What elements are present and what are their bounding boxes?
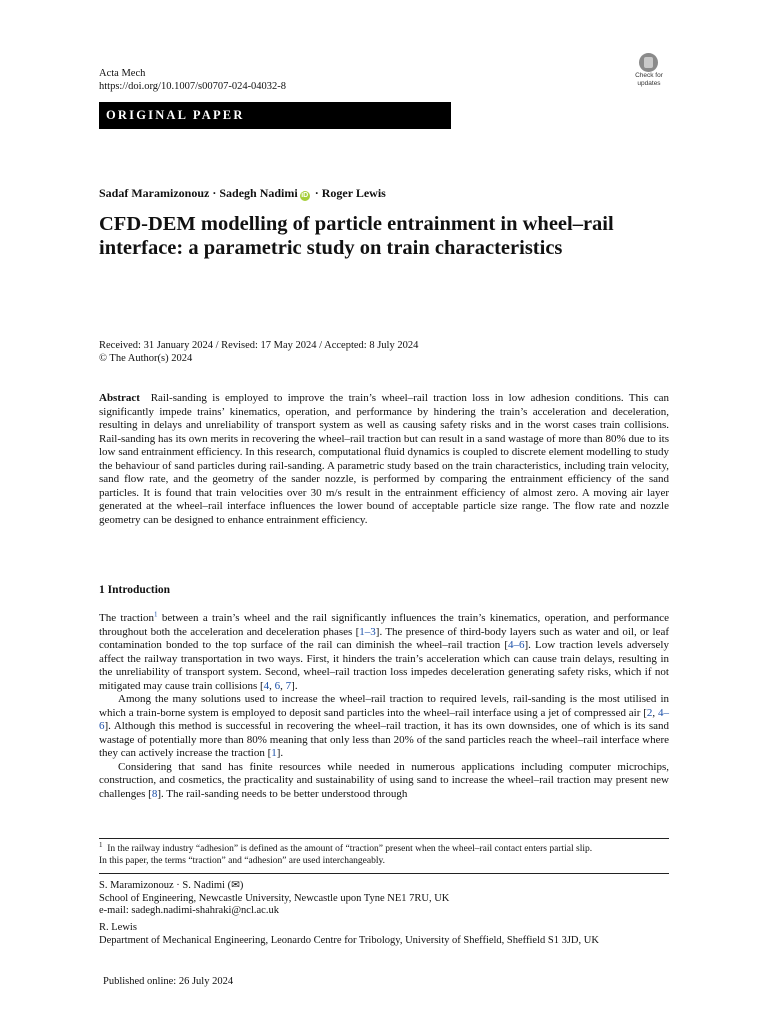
title-line-2: interface: a parametric study on train characteristics bbox=[99, 237, 563, 259]
citation-link[interactable]: 2 bbox=[646, 706, 653, 719]
affiliation-1 bbox=[99, 880, 669, 918]
citation-link[interactable]: 6 bbox=[274, 679, 281, 692]
author-separator: · bbox=[314, 186, 319, 200]
text: The traction bbox=[99, 612, 155, 624]
author-3: Roger Lewis bbox=[321, 186, 386, 200]
text: , bbox=[280, 679, 286, 692]
affiliation-names: S. Maramizonouz · S. Nadimi (✉) bbox=[99, 880, 244, 891]
text: Considering that sand has finite resources while needed in numerous applications including computer microchips, construction, and cosmetics, the practicality and sustainability of using sand to increase the wheel–rail traction may present new challenges [ bbox=[99, 760, 669, 800]
citation-link[interactable]: 4–6 bbox=[508, 639, 525, 651]
copyright: © The Author(s) 2024 bbox=[99, 353, 193, 364]
doi-link[interactable]: https://doi.org/10.1007/s00707-024-04032-8 bbox=[99, 81, 287, 92]
footnote-number: 1 bbox=[99, 840, 103, 849]
published-date: Published online: 26 July 2024 bbox=[103, 976, 234, 987]
section-heading-introduction: 1 Introduction bbox=[99, 584, 171, 596]
abstract-text: Rail-sanding is employed to improve the train’s wheel–rail traction loss in low adhesion conditions. This can significantly impede trains’ kinematics, operation, and performance by hindering the train’s acceleration and deceleration, resulting in delays and unreliability of transport system as well as causing safety risks and in the worst cases train collisions. Rail-sanding has its own merits in recovering the wheel–rail traction but can result in a sand wastage of more than 80% due to its low sand entrainment efficiency. In this research, computational fluid dynamics is coupled to discrete element modelling to study the behaviour of sand particles during rail-sanding. A parametric study based on the train characteristics, including train velocity, sand flow rate, and the geometry of the sander nozzle, is performed by comparing the entrainment efficiency of the sand particles. It is found that train velocities over 30 m/s result in the entrainment efficiency of almost zero. A moving air layer generated at the wheel–rail interface influences the lower bound of acceptable particle size range. The flow rate and nozzle geometry can be designed to enhance entrainment efficiency. bbox=[99, 392, 669, 526]
citation-link[interactable]: 7 bbox=[285, 679, 292, 692]
text: Among the many solutions used to increase the wheel–rail traction to required levels, rail-sanding is the most utilised in which a train-borne system is employed to deposit sand particles into the wheel–rail interface using a jet of compressed air [ bbox=[99, 693, 669, 719]
submission-dates: Received: 31 January 2024 / Revised: 17 May 2024 / Accepted: 8 July 2024 bbox=[99, 340, 419, 351]
author-list bbox=[99, 186, 386, 201]
journal-name: Acta Mech bbox=[99, 68, 146, 79]
footnote-ref[interactable]: 1 bbox=[154, 610, 158, 619]
orcid-icon[interactable]: iD bbox=[301, 192, 309, 199]
footnote-line-2: In this paper, the terms “traction” and “adhesion” are used interchangeably. bbox=[99, 856, 385, 866]
corresponding-email[interactable]: e-mail: sadegh.nadimi-shahraki@ncl.ac.uk bbox=[99, 905, 279, 916]
abstract bbox=[99, 392, 669, 527]
text: , bbox=[269, 679, 275, 692]
citation-link[interactable]: 4 bbox=[263, 679, 270, 692]
footnote-line-1: In the railway industry “adhesion” is defined as the amount of “traction” present when the wheel–rail contact enters partial slip. bbox=[107, 844, 593, 854]
article-type-bar bbox=[99, 102, 451, 129]
abstract-label: Abstract bbox=[99, 392, 140, 404]
text: ]. bbox=[291, 679, 298, 692]
text: ]. The rail-sanding needs to be better understood through bbox=[157, 787, 408, 800]
citation-link[interactable]: 1–3 bbox=[359, 625, 376, 638]
affiliation-institution: School of Engineering, Newcastle University, Newcastle upon Tyne NE1 7RU, UK bbox=[99, 892, 450, 904]
body-text bbox=[99, 612, 669, 801]
author-1: Sadaf Maramizonouz bbox=[99, 186, 210, 200]
footnote bbox=[99, 840, 669, 867]
check-for-updates-badge[interactable] bbox=[629, 52, 669, 89]
paper-title bbox=[99, 212, 679, 260]
footnote-divider bbox=[99, 838, 669, 839]
check-updates-icon bbox=[639, 53, 658, 72]
text: , bbox=[652, 706, 658, 719]
citation-link[interactable]: 4–6 bbox=[99, 706, 669, 732]
paragraph-1 bbox=[99, 612, 669, 693]
paragraph-3 bbox=[99, 761, 669, 802]
paragraph-2 bbox=[99, 693, 669, 761]
check-updates-label: Check for updates bbox=[635, 72, 663, 87]
text: ]. The presence of third-body layers such as water and oil, or leaf contamination bonded to the top surface of the rail can diminish the wheel–rail traction [ bbox=[99, 625, 669, 651]
article-type-label: ORIGINAL PAPER bbox=[106, 108, 245, 122]
text: between a train’s wheel and the rail significantly influences the train’s kinematics, operation, and performance throughout both the acceleration and deceleration phases [ bbox=[99, 612, 669, 638]
citation-link[interactable]: 1 bbox=[271, 747, 277, 759]
affiliation-divider bbox=[99, 873, 669, 874]
text: ]. Low traction levels adversely affect the railway transportation in two ways. First, it hinders the train’s acceleration which can cause train delays, resulting in the unreliability of transport system. Second, wheel–rail traction loss impedes deceleration generating safety risks, which if not mitigated may cause train collisions [ bbox=[99, 639, 669, 692]
author-separator: · bbox=[212, 186, 217, 200]
affiliation-2 bbox=[99, 922, 669, 947]
title-line-1: CFD-DEM modelling of particle entrainment in wheel–rail bbox=[99, 213, 614, 235]
citation-link[interactable]: 8 bbox=[151, 787, 158, 800]
author-2: Sadegh Nadimi bbox=[219, 186, 298, 200]
affiliation-name: R. Lewis bbox=[99, 922, 137, 933]
text: ]. bbox=[276, 747, 284, 759]
affiliation-institution: Department of Mechanical Engineering, Leonardo Centre for Tribology, University of Sheffield, Sheffield S1 3JD, UK bbox=[99, 934, 599, 946]
text: ]. Although this method is successful in recovering the wheel–rail traction, it has its own downsides, one of which is its sand wastage of potentially more than 80% meaning that only less than 20% of the sand particles reach the wheel–rail interface where they can actively increase the traction [ bbox=[99, 720, 669, 759]
